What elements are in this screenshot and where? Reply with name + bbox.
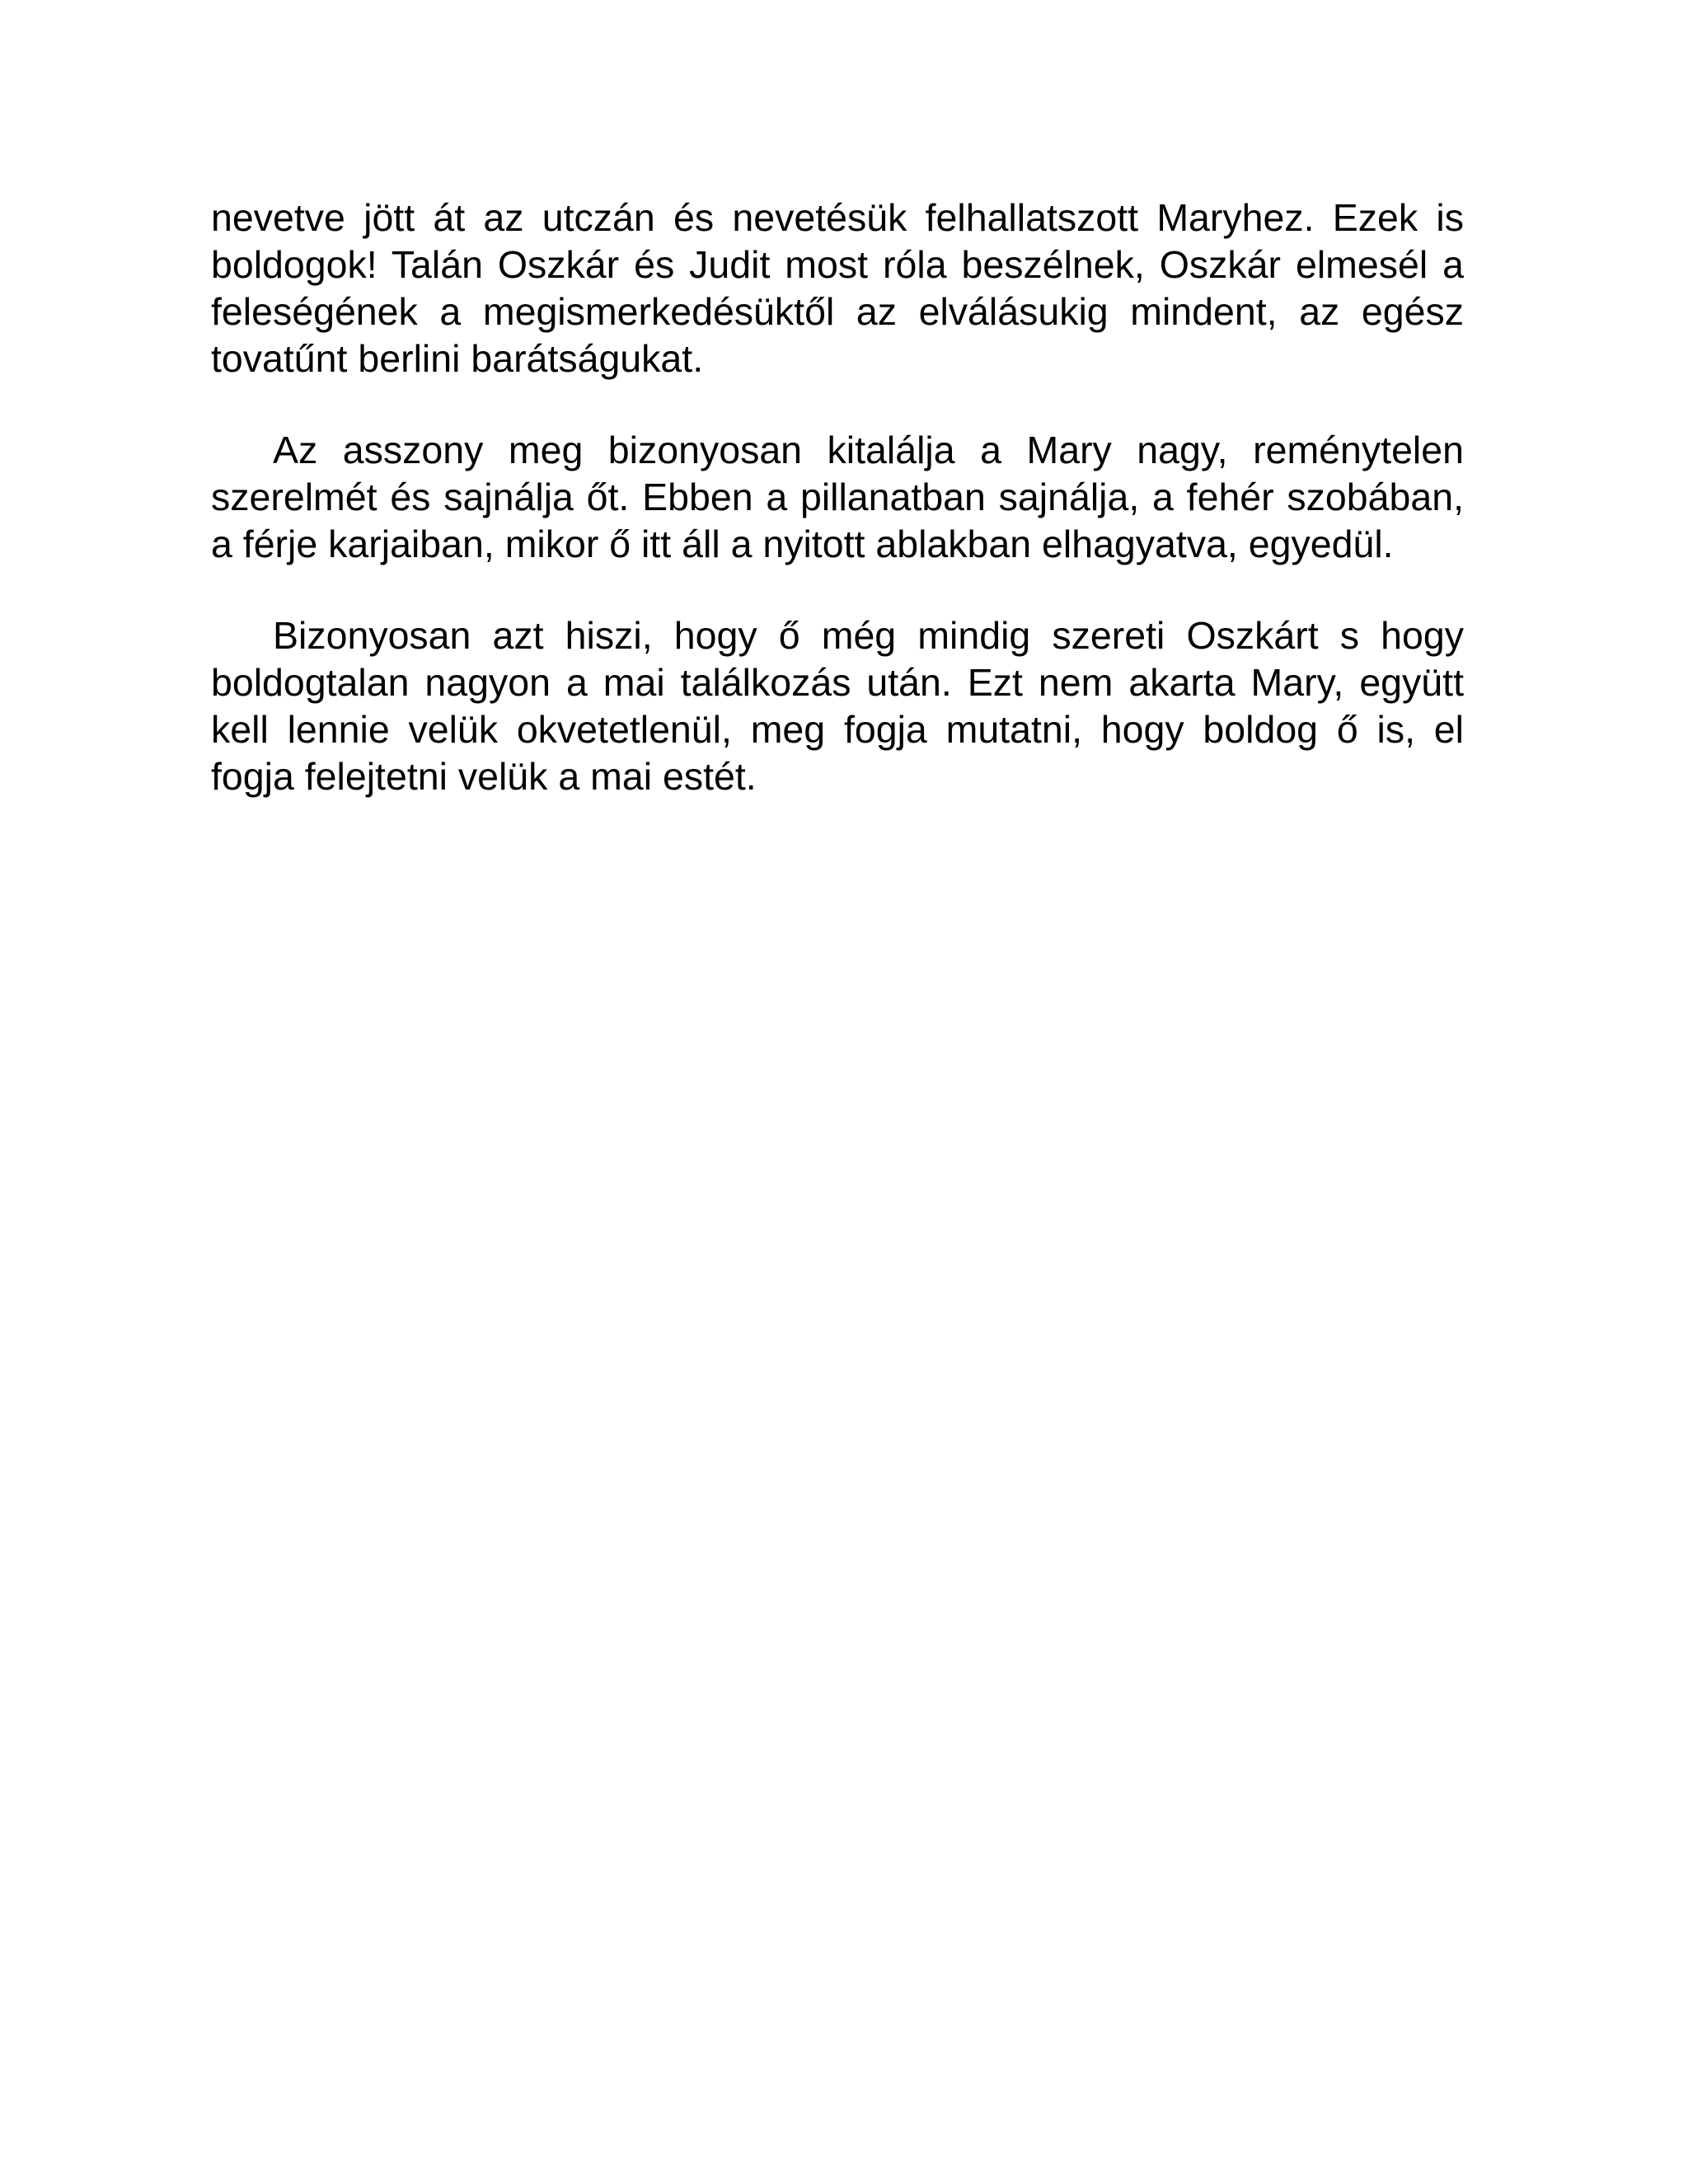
paragraph-continuation: nevetve jött át az utczán és nevetésük felhallatszott Maryhez. Ezek is boldogok! Talán Oszkár és Judit most róla beszélnek, Oszkár elmesél a feleségének a megismerkedésüktől az elválásukig mindent, az egész tovatűnt berlini barátságukat. [211,196,1464,380]
body-text [211,194,1464,800]
paragraph: Bizonyosan azt hiszi, hogy ő még mindig szereti Oszkárt s hogy boldogtalan nagyon a mai találkozás után. Ezt nem akarta Mary, együtt kell lennie velük okvetetlenül, meg fogja mutatni, hogy boldog ő is, el fogja felejtetni velük a mai estét. [211,614,1464,798]
paragraph: Az asszony meg bizonyosan kitalálja a Mary nagy, reménytelen szerelmét és sajnálja őt. Ebben a pillanatban sajnálja, a fehér szobában, a férje karjaiban, mikor ő itt áll a nyitott ablakban elhagyatva, egyedül. [211,429,1464,565]
